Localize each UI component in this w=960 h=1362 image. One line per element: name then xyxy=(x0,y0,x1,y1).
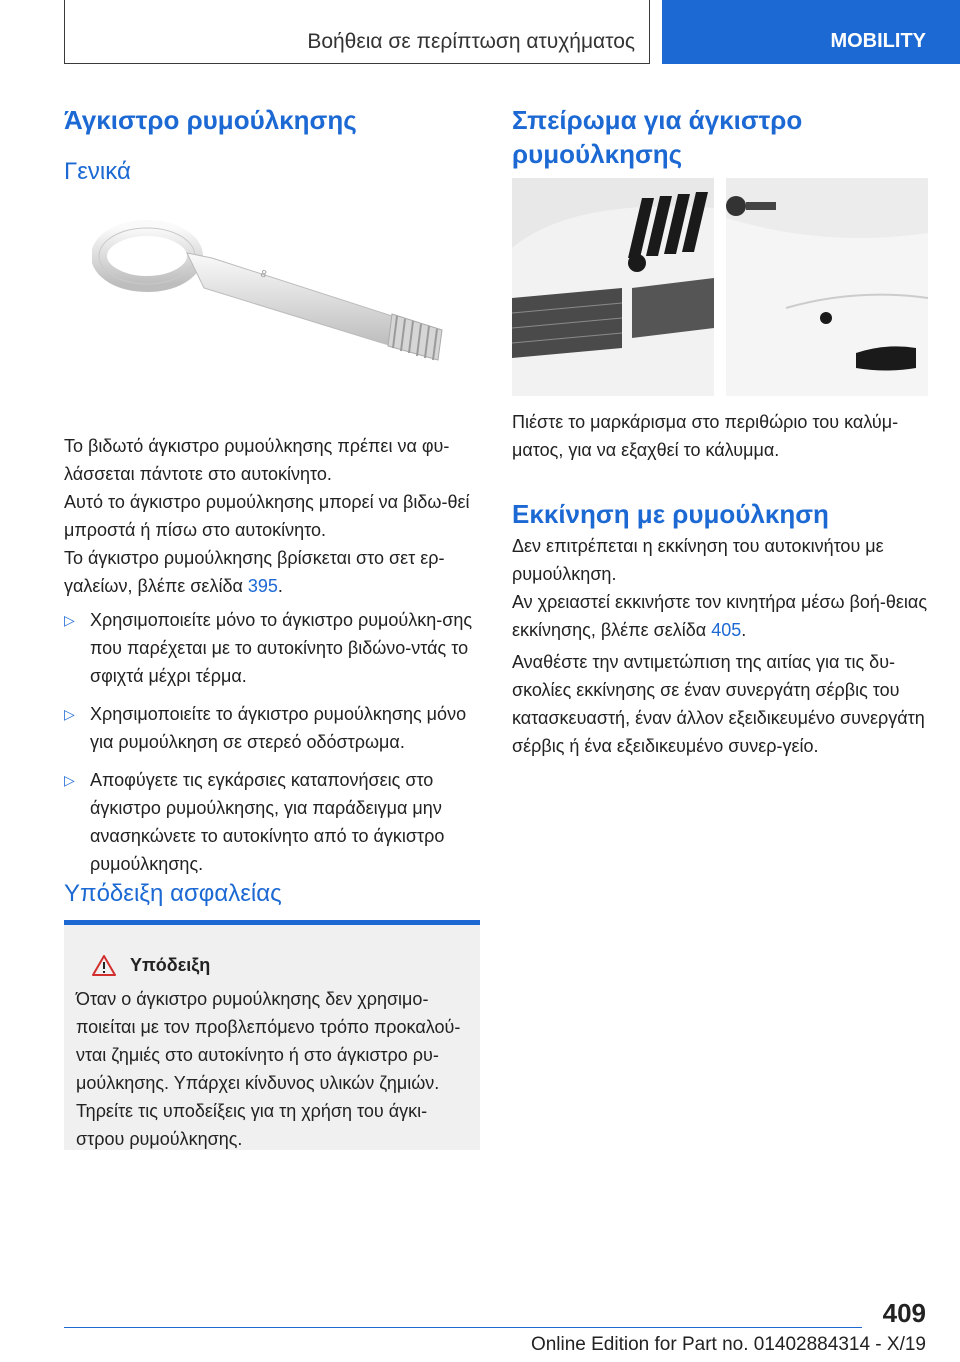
paragraph-service: Αναθέστε την αντιμετώπιση της αιτίας για τις δυ‐σκολίες εκκίνησης σε έναν συνεργάτη σέρβις του κατασκευαστή, έναν άλλον εξειδικευμένο συνεργάτη σέρβις ή ένα εξειδικευμένο συνερ‐γείο. xyxy=(512,652,925,756)
safety-note-box xyxy=(64,920,480,1150)
edition-info: Online Edition for Part no. 01402884314 - X/19 xyxy=(530,1334,926,1355)
bullet-text: Αποφύγετε τις εγκάρσιες καταπονήσεις στο άγκιστρο ρυμούλκησης, για παράδειγμα μην ανασηκώνετε το αυτοκίνητο από το άγκιστρο ρυμούλκησης. xyxy=(90,770,445,874)
page-link-405[interactable]: 405 xyxy=(711,620,742,640)
paragraph-location-text: Το άγκιστρο ρυμούλκησης βρίσκεται στο σετ ερ‐γαλείων, βλέπε σελίδα xyxy=(64,548,445,596)
general-subheading: Γενικά xyxy=(64,158,131,185)
note-header xyxy=(76,951,470,979)
paragraph-jump-start xyxy=(512,588,928,644)
paragraph-storage: Το βιδωτό άγκιστρο ρυμούλκησης πρέπει να φυ‐λάσσεται πάντοτε στο αυτοκίνητο. xyxy=(64,436,450,484)
paragraph-mounting: Αυτό το άγκιστρο ρυμούλκησης μπορεί να βιδω‐θεί μπροστά ή πίσω στο αυτοκίνητο. xyxy=(64,492,470,540)
bullet-item xyxy=(64,700,480,756)
paragraph-not-allowed: Δεν επιτρέπεται η εκκίνηση του αυτοκινήτου με ρυμούλκηση. xyxy=(512,536,884,584)
triangle-bullet-icon: ▷ xyxy=(64,706,75,722)
paragraph-cover: Πιέστε το μαρκάρισμα στο περιθώριο του καλύμ‐ματος, για να εξαχθεί το κάλυμμα. xyxy=(512,412,899,460)
tow-start-heading: Εκκίνηση με ρυμούλκηση xyxy=(512,499,829,529)
paragraph-jump-start-text: Αν χρειαστεί εκκινήστε τον κινητήρα μέσω βοή‐θειας εκκίνησης, βλέπε σελίδα xyxy=(512,592,928,640)
note-title: Υπόδειξη xyxy=(130,955,211,975)
tow-hook-heading: Άγκιστρο ρυμούλκησης xyxy=(64,105,357,135)
tow-hook-stamp: 8 xyxy=(259,268,268,281)
triangle-bullet-icon: ▷ xyxy=(64,772,75,788)
page-link-395[interactable]: 395 xyxy=(247,576,278,596)
safety-notice-heading: Υπόδειξη ασφαλείας xyxy=(64,880,282,907)
bullet-item xyxy=(64,606,480,690)
paragraph-location xyxy=(64,544,480,600)
footer-divider xyxy=(64,1327,862,1328)
triangle-bullet-icon: ▷ xyxy=(64,612,75,628)
page-number: 409 xyxy=(882,1298,926,1328)
front-bumper-image xyxy=(512,178,714,396)
usage-bullet-list xyxy=(64,606,480,878)
tow-hook-image xyxy=(92,218,462,393)
warning-triangle-icon xyxy=(92,954,116,976)
paragraph-location-end: . xyxy=(277,576,283,596)
paragraph-jump-start-end: . xyxy=(741,620,747,640)
note-text: Όταν ο άγκιστρο ρυμούλκησης δεν χρησιμο‐ποιείται με τον προβλεπόμενο τρόπο προκαλού‐νται ζημιές στο αυτοκίνητο ή στο άγκιστρο ρυ‐μούλκησης. Υπάρχει κίνδυνος υλικών ζημιών. Τηρείτε τις υποδείξεις για τη χρήση του άγκι‐στρου ρυμούλκησης. xyxy=(76,989,461,1149)
thread-heading: Σπείρωμα για άγκιστρο ρυμούλκησης xyxy=(512,105,803,169)
bullet-text: Χρησιμοποιείτε μόνο το άγκιστρο ρυμούλκη‐σης που παρέχεται με το αυτοκίνητο βιδώνο‐ντάς το σφιχτά μέχρι τέρμα. xyxy=(90,610,473,686)
header-section-box xyxy=(64,0,650,64)
header-mobility-tag: MOBILITY xyxy=(662,0,960,64)
header-section-title: Βοήθεια σε περίπτωση ατυχήματος xyxy=(307,30,635,53)
bullet-item xyxy=(64,766,480,878)
rear-bumper-image xyxy=(726,178,928,396)
bullet-text: Χρησιμοποιείτε το άγκιστρο ρυμούλκησης μόνο για ρυμούλκηση σε στερεό οδόστρωμα. xyxy=(90,704,467,752)
